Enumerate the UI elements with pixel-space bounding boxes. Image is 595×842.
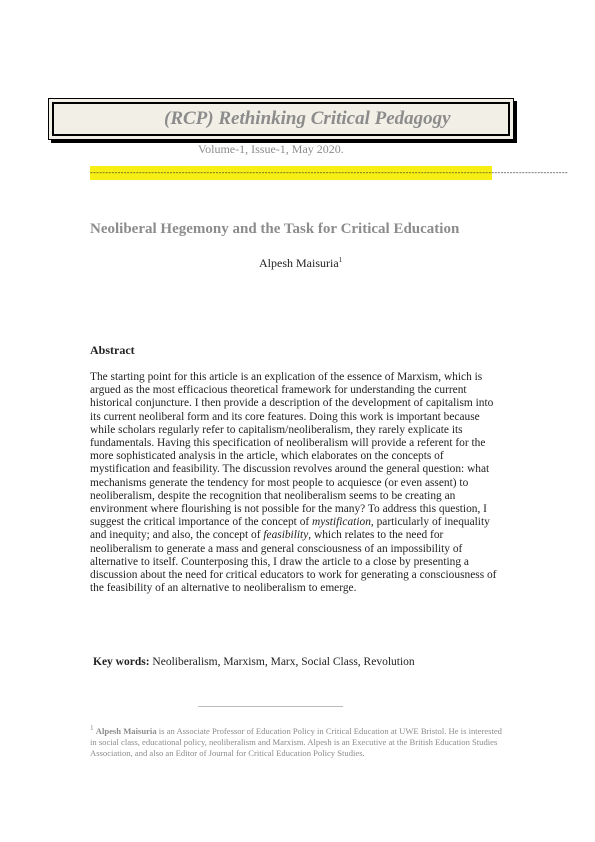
article-title: Neoliberal Hegemony and the Task for Critical Education: [90, 221, 460, 237]
author-name: Alpesh Maisuria: [259, 256, 339, 270]
footnote-author-name: Alpesh Maisuria: [95, 725, 157, 736]
abstract-text-2: , particularly of inequality and inequity; and also, the concept of: [90, 516, 490, 542]
issue-line: Volume-1, Issue-1, May 2020.: [198, 142, 344, 156]
journal-header-inner: [52, 102, 510, 136]
footnote-text: is an Associate Professor of Education Policy in Critical Education at UWE Bristol. He is interested in social class, educational policy, neoliberalism and Marxism. Alpesh is an Executive at the British Education Studies Association, and also an Editor of Journal for Critical Education Policy Studies.: [90, 725, 502, 759]
journal-header-box: [48, 98, 514, 140]
journal-title: (RCP) Rethinking Critical Pedagogy: [164, 108, 451, 129]
footnote-separator: [198, 706, 343, 707]
keywords-label: Key words:: [93, 656, 150, 668]
keywords-values: Neoliberalism, Marxism, Marx, Social Class, Revolution: [149, 656, 415, 668]
author-line: [259, 256, 342, 271]
footnote: [90, 723, 508, 759]
highlighted-divider: [90, 166, 568, 180]
abstract-emphasis-mystification: mystification: [312, 516, 371, 529]
abstract-heading: Abstract: [90, 343, 135, 357]
abstract-emphasis-feasibility: feasibility: [263, 529, 309, 542]
keywords-line: [93, 656, 415, 668]
footnote-mark: 1: [90, 724, 94, 732]
abstract-text-3: , which relates to the need for neoliberalism to generate a mass and general consciousness of an impossibility of alternative to itself. Counterposing this, I draw the article to a close by presenting a discussion about the need for critical educators to work for generating a consciousness of the feasibility of an alternative to neoliberalism to emerge.: [90, 529, 497, 595]
author-footnote-mark[interactable]: 1: [338, 256, 343, 264]
abstract-body: [90, 371, 505, 595]
divider-dashes: ------------------------------------------------------------------------------------------------------------------------------------------------------------: [90, 168, 568, 177]
abstract-text-1: The starting point for this article is an explication of the essence of Marxism, which is argued as the most efficacious theoretical framework for understanding the current historical conjuncture. I then provide a description of the development of capitalism into its current neoliberal form and its core features. Doing this work is important because while scholars regularly refer to capitalism/neoliberalism, they rarely explicate its fundamentals. Having this specification of neoliberalism will provide a referent for the more sophisticated analysis in the article, which elaborates on the concepts of mystification and feasibility. The discussion revolves around the general question: what mechanisms generate the tendency for most people to acquiesce (or even assent) to neoliberalism, despite the recognition that neoliberalism seems to be creating an environment where flourishing is not possible for the many? To address this question, I suggest the critical importance of the concept of: [90, 371, 494, 529]
